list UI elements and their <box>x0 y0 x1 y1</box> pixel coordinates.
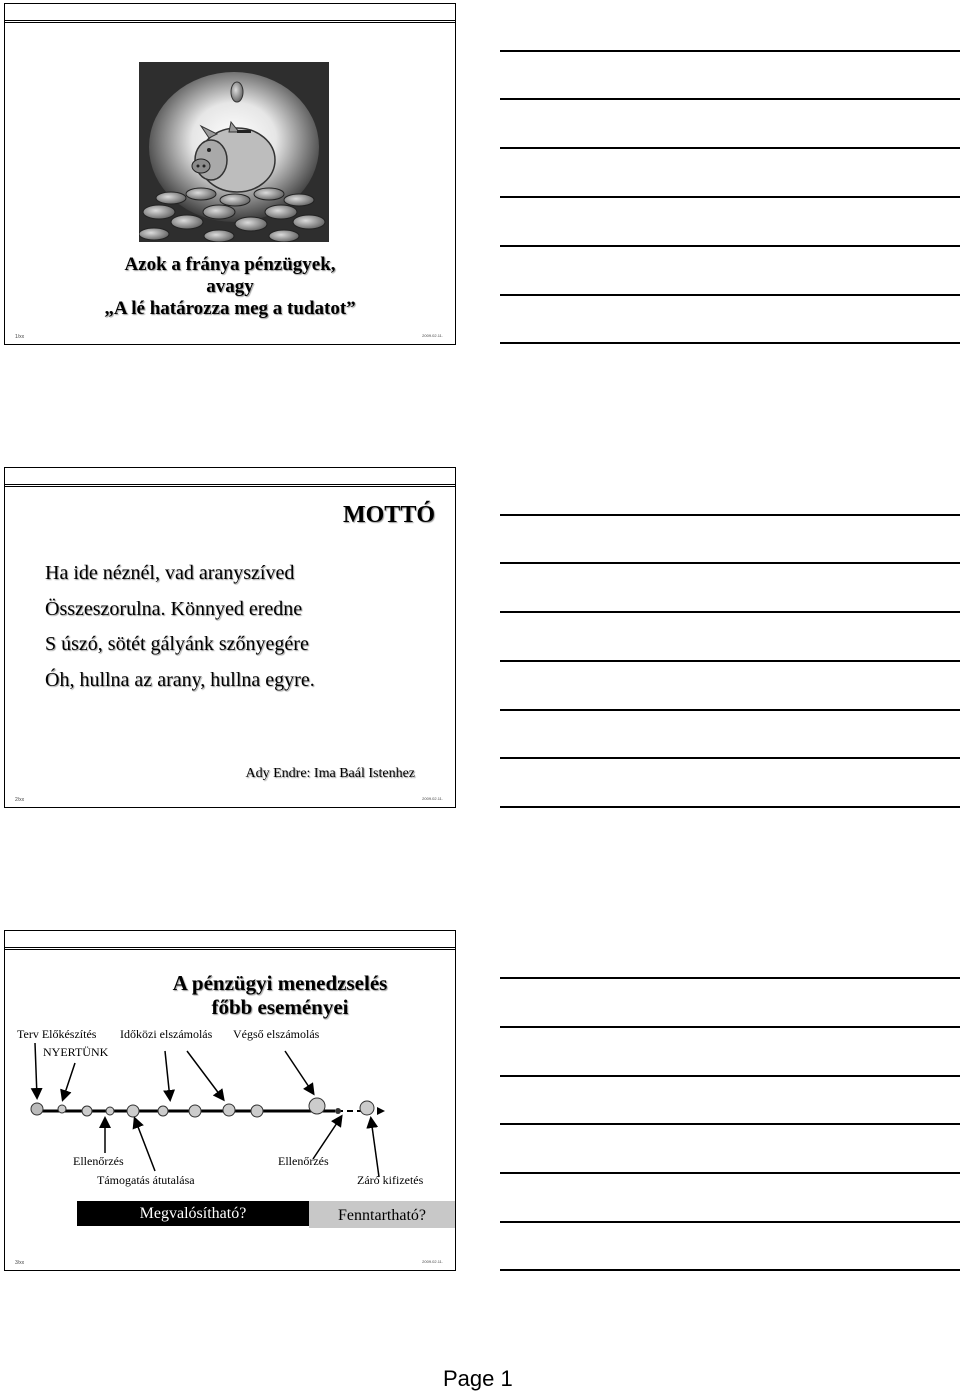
note-line <box>500 196 960 198</box>
label-ellenorzes-2: Ellenőrzés <box>278 1154 329 1168</box>
note-line <box>500 1026 960 1028</box>
slide-header-rule <box>5 486 455 487</box>
title-line-2: főbb eseményei <box>211 995 349 1019</box>
slide-footer-left: 3/xx <box>15 1260 25 1266</box>
slide-1 <box>4 3 456 345</box>
note-line <box>500 709 960 711</box>
note-line <box>500 245 960 247</box>
slide-3 <box>4 930 456 1271</box>
label-tamogatas-atutalasa: Támogatás átutalása <box>97 1173 195 1187</box>
note-line <box>500 147 960 149</box>
bar-fenntarthato: Fenntartható? <box>309 1201 455 1228</box>
note-line <box>500 1123 960 1125</box>
slide-header-rule <box>5 22 455 23</box>
note-line <box>500 1221 960 1223</box>
title-line-3: „A lé határozza meg a tudatot” <box>104 298 356 319</box>
note-line <box>500 562 960 564</box>
note-line <box>500 1172 960 1174</box>
poem-text: Ha ide néznél, vad aranyszíved Összeszorulna. Könnyed eredne S úszó, sötét gályánk szőnyegére Óh, hullna az arany, hullna egyre. <box>45 562 315 691</box>
note-line <box>500 1269 960 1271</box>
slide-1-title <box>5 254 455 320</box>
slide-footer-right: 2009.02.11. <box>422 333 443 338</box>
note-line <box>500 611 960 613</box>
title-line-1: A pénzügyi menedzselés <box>172 971 388 995</box>
label-ellenorzes-1: Ellenőrzés <box>73 1154 124 1168</box>
slide-footer-left: 2/xx <box>15 797 25 803</box>
note-line <box>500 342 960 344</box>
note-line <box>500 806 960 808</box>
slide-header-bar <box>5 4 455 21</box>
note-line <box>500 757 960 759</box>
label-nyertunk: NYERTÜNK <box>43 1045 109 1059</box>
bar-megvalosithato: Megvalósítható? <box>77 1201 309 1226</box>
label-idokozi-elszamolas: Időközi elszámolás <box>120 1027 213 1041</box>
piggy-bank-image <box>139 62 329 242</box>
label-zaro-kifizetes: Záró kifizetés <box>357 1173 424 1187</box>
slide-footer-right: 2009.02.11. <box>422 1259 443 1264</box>
note-line <box>500 294 960 296</box>
poem-attribution: Ady Endre: Ima Baál Istenhez <box>245 766 415 781</box>
note-line <box>500 514 960 516</box>
title-line-1: Azok a fránya pénzügyek, <box>124 254 336 275</box>
slide-2-heading: MOTTÓ <box>342 502 435 528</box>
slide-header-bar <box>5 468 455 485</box>
label-vegso-elszamolas: Végső elszámolás <box>233 1027 320 1041</box>
title-line-2: avagy <box>206 276 254 297</box>
slide-footer-right: 2009.02.11. <box>422 796 443 801</box>
note-line <box>500 977 960 979</box>
slide-footer-left: 1/xx <box>15 334 25 340</box>
slide-2 <box>4 467 456 808</box>
label-terv-elokeszites: Terv Előkészítés <box>17 1027 97 1041</box>
note-line <box>500 50 960 52</box>
note-line <box>500 98 960 100</box>
note-line <box>500 1075 960 1077</box>
page-number: Page 1 <box>443 1366 513 1391</box>
note-line <box>500 660 960 662</box>
